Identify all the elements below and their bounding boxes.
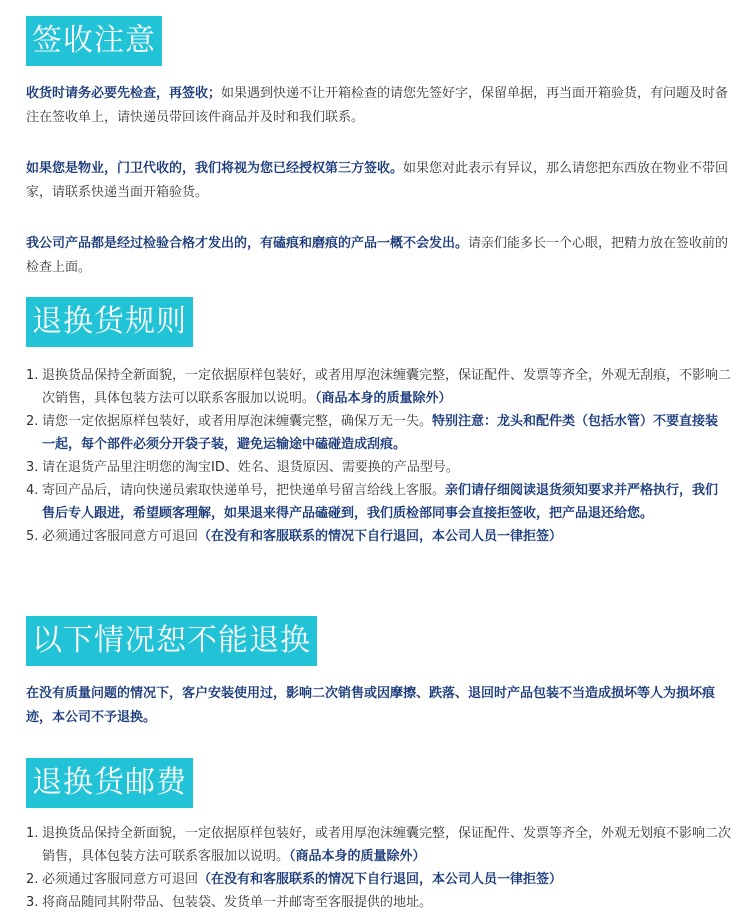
- list-item: [26, 364, 731, 410]
- list-item-text: 必须通过客服同意方可退回: [42, 872, 199, 887]
- list-item-number: 5.: [26, 529, 39, 544]
- list-item: [26, 479, 731, 525]
- list-item: [26, 891, 731, 914]
- sign-paragraph-3-text: 请亲们能多长一个心眼，把精力放在签收前的检查上面。: [26, 236, 729, 275]
- list-item-number: 3.: [26, 460, 39, 475]
- list-item-number: 2.: [26, 872, 39, 887]
- list-item-text: 退换货品保持全新面貌，一定依据原样包装好，或者用厚泡沫缠囊完整，保证配件、发票等齐全，外观无刮痕，不影响二次销售，具体包装方法可以联系客服加以说明。: [42, 368, 732, 406]
- list-item-number: 2.: [26, 414, 39, 429]
- refuse-paragraph-highlight: 在没有质量问题的情况下，客户安装使用过，影响二次销售或因摩擦、跌落、退回时产品包装不当造成损坏等人为损坏痕迹，本公司不予退换。: [26, 686, 716, 725]
- list-item-number: 1.: [26, 826, 39, 841]
- sign-paragraph-2: [26, 157, 731, 205]
- list-item-text: 请您一定依据原样包装好，或者用厚泡沫缠囊完整，确保万无一失。: [42, 414, 433, 429]
- list-item-note: （商品本身的质量除外）: [315, 391, 452, 406]
- list-item: [26, 525, 731, 548]
- sign-paragraph-1-highlight: 收货时请务必要先检查，再签收；: [26, 86, 222, 101]
- list-item-highlight: （在没有和客服联系的情况下自行退回，本公司人员一律拒签）: [198, 529, 563, 544]
- rules-list: [26, 364, 731, 548]
- list-item: [26, 822, 731, 868]
- section-title-rules: 退换货规则: [26, 297, 193, 347]
- list-item-text: 请在退货产品里注明您的淘宝ID、姓名、退货原因、需要换的产品型号。: [42, 460, 459, 475]
- list-item-number: 1.: [26, 368, 39, 383]
- sign-paragraph-3: [26, 232, 731, 280]
- list-item-highlight: 亲们请仔细阅读退货须知要求并严格执行，我们售后专人跟进，希望顾客理解，如果退来得产品磕碰到，我们质检部同事会直接拒签收，把产品退还给您。: [42, 483, 719, 521]
- list-item-text: 寄回产品后，请向快递员索取快递单号，把快递单号留言给线上客服。: [42, 483, 446, 498]
- sign-paragraph-1: [26, 82, 731, 130]
- section-title-postage: 退换货邮费: [26, 758, 193, 808]
- list-item-text: 退换货品保持全新面貌，一定依据原样包装好，或者用厚泡沫缠囊完整，保证配件、发票等齐全，外观无划痕不影响二次销售，具体包装方法可联系客服加以说明。: [42, 826, 732, 864]
- list-item-note: （商品本身的质量除外）: [289, 849, 426, 864]
- sign-paragraph-2-highlight: 如果您是物业，门卫代收的，我们将视为您已经授权第三方签收。: [26, 161, 404, 176]
- sign-paragraph-2-text: 如果您对此表示有异议，那么请您把东西放在物业不带回家，请联系快递当面开箱验货。: [26, 161, 729, 200]
- list-item-text: 将商品随同其附带品、包装袋、发货单一并邮寄至客服提供的地址。: [42, 895, 433, 910]
- sign-paragraph-1-text: 如果遇到快递不让开箱检查的请您先签好字，保留单据，再当面开箱验货，有问题及时备注在签收单上，请快递员带回该件商品并及时和我们联系。: [26, 86, 729, 125]
- section-title-refuse: 以下情况恕不能退换: [26, 616, 317, 666]
- list-item-number: 4.: [26, 483, 39, 498]
- refuse-paragraph: [26, 682, 731, 730]
- section-title-sign: 签收注意: [26, 16, 162, 66]
- list-item-text: 必须通过客服同意方可退回: [42, 529, 199, 544]
- list-item-highlight: （在没有和客服联系的情况下自行退回，本公司人员一律拒签）: [198, 872, 563, 887]
- list-item: [26, 410, 731, 456]
- list-item: [26, 868, 731, 891]
- sign-paragraph-3-highlight: 我公司产品都是经过检验合格才发出的，有磕痕和磨痕的产品一概不会发出。: [26, 236, 469, 251]
- list-item: [26, 456, 731, 479]
- postage-list: [26, 822, 731, 914]
- list-item-highlight: 特别注意：龙头和配件类（包括水管）不要直接装一起，每个部件必须分开袋子装，避免运输途中磕碰造成刮痕。: [42, 414, 719, 452]
- list-item-number: 3.: [26, 895, 39, 910]
